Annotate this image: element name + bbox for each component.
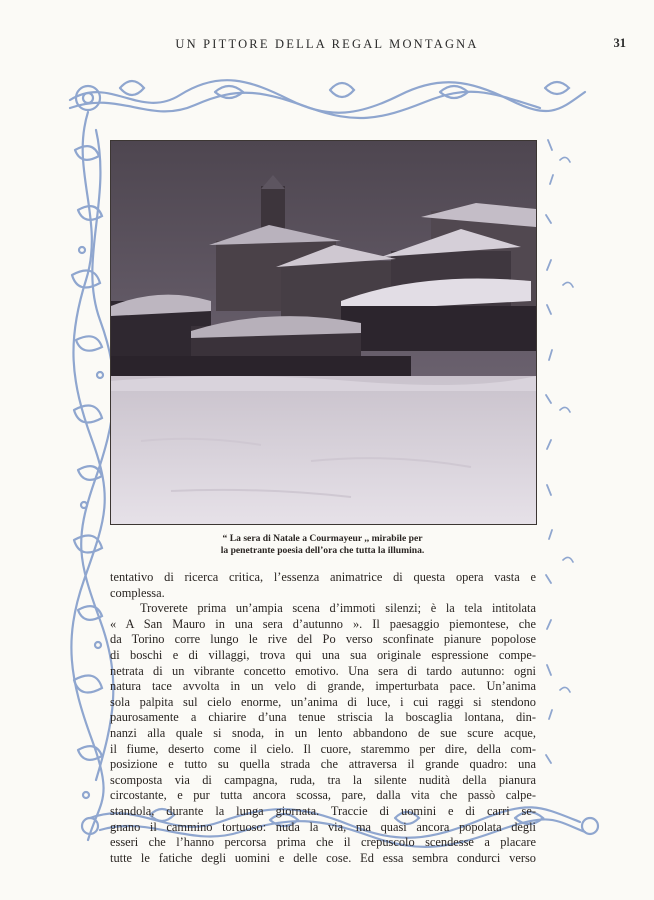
running-title: UN PITTORE DELLA REGAL MONTAGNA bbox=[175, 37, 479, 51]
body-line: netrata di un vibrante concetto emotivo. Una sera di tardo autunno: ogni bbox=[110, 663, 536, 678]
body-line: standola, durante la lunga giornata. Traccie di uomini e di carri se- bbox=[110, 803, 536, 818]
painting-photograph bbox=[110, 140, 537, 525]
body-line: di boschi e di villaggi, trova qui una sua originale espressione compe- bbox=[110, 647, 536, 662]
caption-line: “ La sera di Natale a Courmayeur ,, mirabile per bbox=[222, 533, 423, 544]
body-line: il fiume, deserto come il cielo. Il cuore, staremmo per dire, della com- bbox=[110, 741, 536, 756]
body-line: esseri che l’hanno percorsa prima che il crepuscolo scendesse a placare bbox=[110, 835, 536, 850]
body-line: da Torino corre lungo le rive del Po verso sconfinate pianure popolose bbox=[110, 632, 536, 647]
body-line: « A San Mauro in una sera d’autunno ». Il paesaggio piemontese, che bbox=[110, 616, 536, 631]
body-line: posizione e tutto su quella strada che attraversa il grande quadro: una bbox=[110, 757, 536, 772]
body-line: tentativo di ricerca critica, l’essenza animatrice di questa opera vasta e bbox=[110, 570, 536, 584]
body-line: paurosamente a chiarire d’una tenue striscia la boscaglia lontana, din- bbox=[110, 710, 536, 725]
body-line: gnano il cammino tortuoso: nuda la via, ma quasi ancora popolata degli bbox=[110, 819, 536, 834]
body-line: sola palpita sul cielo enorme, un’anima di luce, i cui raggi si stendono bbox=[110, 694, 536, 709]
body-line: Troverete prima un’ampia scena d’immoti silenzi; è la tela intitolata bbox=[140, 601, 536, 616]
page-number: 31 bbox=[613, 36, 626, 50]
body-line: nanzi alla quale si snoda, in un lento abbandono de sue scure acque, bbox=[110, 725, 536, 740]
figure-caption bbox=[110, 533, 535, 556]
body-line: scomposta via di campagna, ruda, tra la silente nudità della pianura bbox=[110, 772, 536, 787]
body-line: circostante, e pur tutta ancora scossa, pare, dalla vita che passò calpe- bbox=[110, 788, 536, 803]
body-line: natura tace avvolta in un velo di grande, imperturbata pace. Un’anima bbox=[110, 679, 536, 694]
body-line: complessa. bbox=[110, 585, 165, 600]
caption-line: la penetrante poesia dell’ora che tutta la illumina. bbox=[220, 544, 425, 556]
body-line: tutte le fatiche degli uomini e delle cose. Ed essa sembra condurci verso bbox=[110, 850, 536, 865]
body-paragraphs bbox=[110, 570, 536, 866]
